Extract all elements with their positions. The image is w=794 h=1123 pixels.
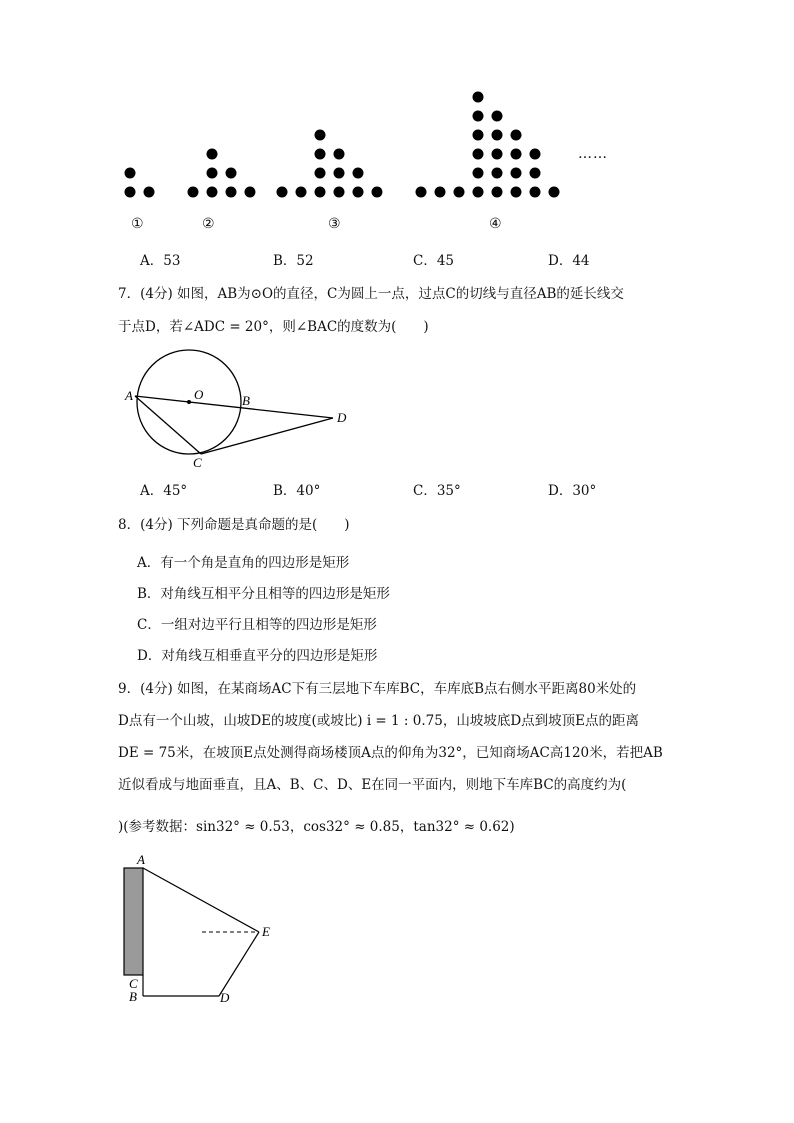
point-label-a: A [137,852,145,867]
point-label-e: E [262,924,270,939]
point-label-a: A [125,388,133,403]
q9-stem-line5: )(参考数据：sin32° ≈ 0.53，cos32° ≈ 0.85，tan32° ≈ 0.62) [118,819,515,835]
q8-option-d[interactable]: D．对角线互相垂直平分的四边形是矩形 [137,648,378,664]
point-label-o: O [194,387,204,402]
point-label-b: B [242,393,250,408]
slope-de [219,932,259,996]
q6-option-c[interactable]: C．45 [413,253,455,269]
q7-option-a[interactable]: A．45° [140,483,188,499]
q8-option-a[interactable]: A．有一个角是直角的四边形是矩形 [137,555,350,571]
q8-stem: 8．(4分) 下列命题是真命题的是( ) [118,517,350,533]
building-ac [124,868,143,975]
point-label-d: D [220,990,230,1005]
q7-stem-line2: 于点D，若∠ADC = 20°，则∠BAC的度数为( ) [118,319,429,335]
pattern-ellipsis: …… [578,146,608,162]
point-label-c: C [129,976,138,991]
q9-stem-line3: DE = 75米，在坡顶E点处测得商场楼顶A点的仰角为32°，已知商场AC高120米，若把AB [118,745,663,761]
q6-option-d[interactable]: D．44 [548,253,590,269]
q9-stem-line2: D点有一个山坡，山坡DE的坡度(或坡比) i = 1 : 0.75，山坡坡底D点到坡顶E点的距离 [118,713,639,729]
figure-label-3: ③ [328,216,341,232]
point-label-d: D [337,410,347,425]
q7-option-c[interactable]: C．35° [413,483,461,499]
figure-label-1: ① [131,216,144,232]
q8-option-b[interactable]: B．对角线互相平分且相等的四边形是矩形 [137,586,390,602]
sightline-ae [143,868,259,932]
point-label-c: C [193,455,202,470]
q7-option-b[interactable]: B．40° [273,483,321,499]
q9-stem-line1: 9．(4分) 如图，在某商场AC下有三层地下车库BC，车库底B点右侧水平距离80米处的 [118,681,637,697]
figure-label-2: ② [202,216,215,232]
q6-option-a[interactable]: A．53 [140,253,181,269]
q9-stem-line4: 近似看成与地面垂直，且A、B、C、D、E在同一平面内，则地下车库BC的高度约为( [118,777,627,793]
point-label-b: B [129,989,137,1004]
q7-option-d[interactable]: D．30° [548,483,597,499]
q6-option-b[interactable]: B．52 [273,253,314,269]
figure-label-4: ④ [489,216,502,232]
q8-option-c[interactable]: C．一组对边平行且相等的四边形是矩形 [137,617,377,633]
q7-stem-line1: 7．(4分) 如图，AB为⊙O的直径，C为圆上一点，过点C的切线与直径AB的延长线交 [118,286,624,302]
